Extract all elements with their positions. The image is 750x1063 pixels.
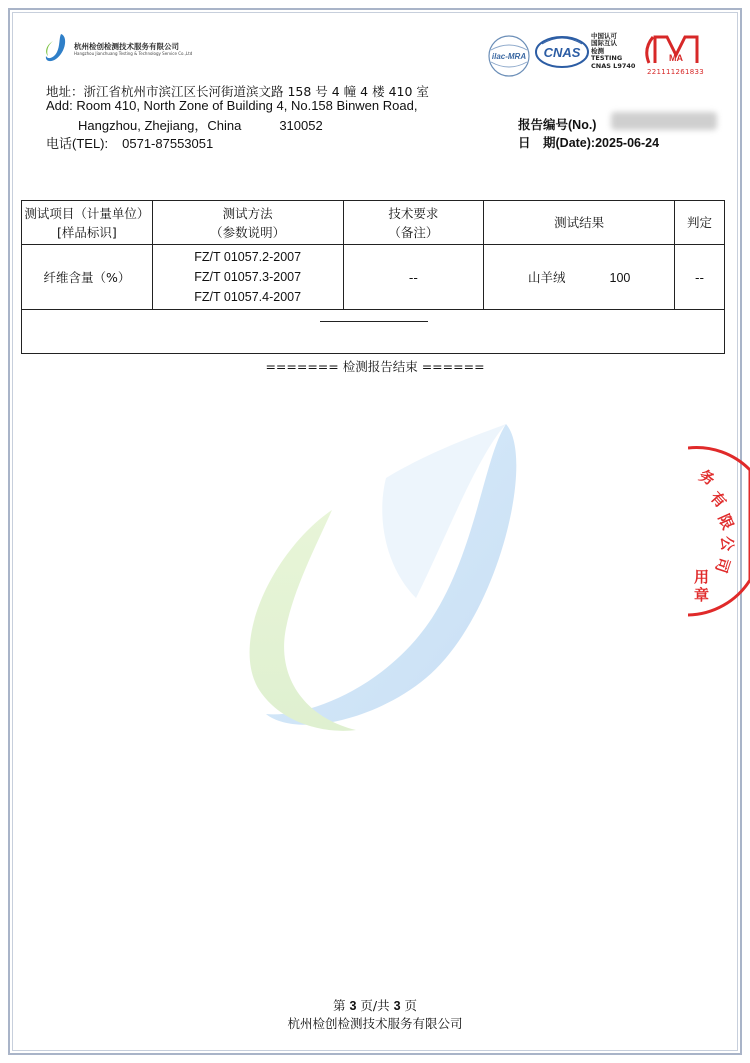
date-label: 日 期(Date): — [518, 136, 596, 150]
end-divider-line — [320, 321, 428, 322]
tel-label: 电话(TEL): — [46, 136, 109, 151]
result-fiber-name: 山羊绒 — [527, 270, 566, 285]
page-number: 第 3 页/共 3 页 — [332, 998, 418, 1013]
header-requirement: 技术要求 （备注） — [343, 201, 484, 245]
total-pages: 3 — [393, 999, 401, 1013]
cert-line: 国际互认 — [591, 39, 617, 48]
cert-line: CNAS L9740 — [591, 61, 636, 70]
tel-number: 0571-87553051 — [122, 136, 214, 151]
cnas-certification-text — [591, 33, 635, 70]
table-row — [22, 245, 725, 310]
svg-text:有: 有 — [706, 488, 730, 512]
cell-judgement: -- — [675, 245, 725, 310]
svg-text:公: 公 — [717, 535, 737, 552]
svg-text:务: 务 — [696, 466, 718, 490]
table-header-row — [22, 201, 725, 245]
company-name-cn: 杭州检创检测技术服务有限公司 — [74, 42, 179, 51]
test-results-table — [21, 200, 725, 354]
address-en-line1: Add: Room 410, North Zone of Building 4, No.158 Binwen Road, — [46, 98, 418, 113]
footer-company-name: 杭州检创检测技术服务有限公司 — [287, 1016, 463, 1031]
method-standard: FZ/T 01057.3-2007 — [194, 270, 302, 284]
ilac-mra-logo-icon — [485, 34, 533, 78]
address-city: Hangzhou, Zhejiang，China — [78, 118, 242, 133]
report-end-marker: ======= 检测报告结束 ====== — [265, 359, 485, 374]
date-value: 2025-06-24 — [595, 136, 660, 150]
report-date — [518, 133, 659, 151]
postcode: 310052 — [279, 118, 323, 133]
telephone — [46, 133, 213, 152]
cert-line: 中国认可 — [591, 32, 617, 40]
address-en-line2 — [78, 115, 323, 134]
cnas-logo-icon — [534, 34, 590, 70]
cell-test-methods — [152, 245, 343, 310]
cell-test-item: 纤维含量（%） — [22, 245, 153, 310]
header-judgement: 判定 — [675, 201, 725, 245]
company-logo-icon — [42, 32, 70, 64]
ma-label: MA — [669, 53, 683, 63]
cell-requirement: -- — [343, 245, 484, 310]
svg-text:用: 用 — [694, 568, 710, 586]
cert-line: 检测 — [591, 46, 604, 55]
result-fiber-value: 100 — [609, 271, 631, 285]
cma-mark-icon — [645, 33, 707, 66]
official-seal-stamp — [688, 430, 750, 620]
header-test-method: 测试方法 （参数说明） — [152, 201, 343, 245]
cert-line: TESTING — [591, 54, 623, 63]
method-standard: FZ/T 01057.2-2007 — [194, 250, 302, 264]
svg-text:章: 章 — [694, 586, 710, 604]
method-standard: FZ/T 01057.4-2007 — [194, 290, 302, 304]
redacted-report-number — [611, 112, 717, 130]
header-test-item: 测试项目（计量单位） [样品标识] — [22, 201, 153, 245]
cell-test-result — [484, 245, 675, 310]
cnas-label: CNAS — [543, 45, 581, 60]
svg-text:司: 司 — [711, 555, 734, 576]
company-name-en: Hangzhou Jianchuang Testing & Technology Service Co.,Ltd — [74, 51, 193, 56]
ilac-label: ilac-MRA — [491, 52, 527, 61]
report-number-label: 报告编号(No.) — [518, 118, 597, 132]
current-page: 3 — [349, 999, 357, 1013]
address-cn: 地址：浙江省杭州市滨江区长河街道滨文路 158 号 4 幢 4 楼 410 室 — [46, 84, 429, 99]
svg-text:限: 限 — [714, 511, 737, 533]
header-test-result: 测试结果 — [484, 201, 675, 245]
watermark-logo-icon — [236, 418, 522, 736]
table-blank-row — [22, 310, 725, 354]
cma-number: 221111261833 — [647, 68, 705, 76]
blank-cell — [22, 310, 725, 354]
